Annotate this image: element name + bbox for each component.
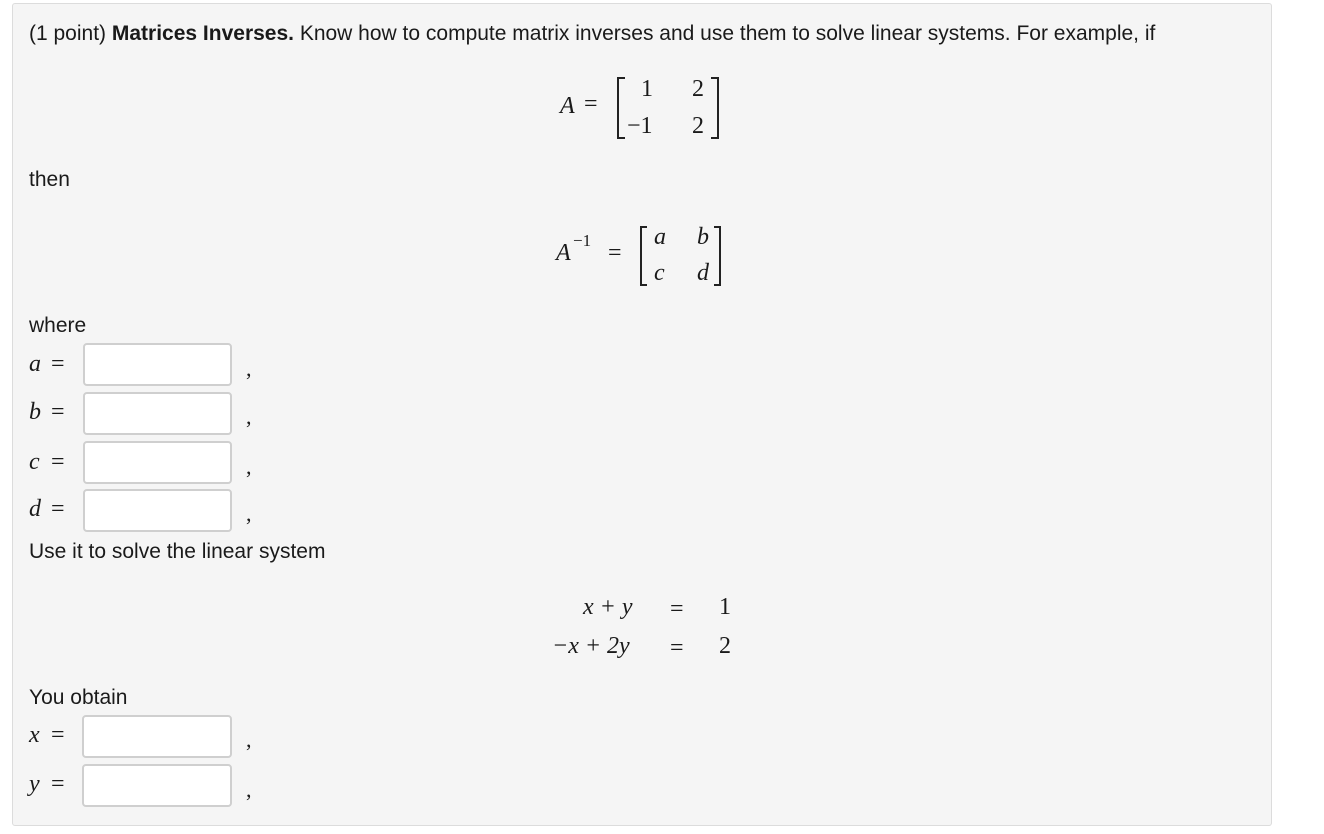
inverse-left-bracket (640, 226, 647, 286)
point-label: (1 point) (29, 22, 112, 45)
matrix-a-name: A (560, 93, 575, 119)
answer-a-input[interactable] (83, 343, 232, 386)
inverse-cell-b: b (697, 224, 709, 250)
answer-b-input[interactable] (83, 392, 232, 435)
system-row-1-eq: = (670, 596, 684, 622)
answer-x-input[interactable] (82, 715, 232, 758)
system-row-2-eq: = (670, 635, 684, 661)
var-a-equals: = (51, 351, 65, 377)
matrix-a-left-bracket (617, 77, 625, 139)
var-b-label: b (29, 399, 41, 425)
matrix-a-cell-11: 1 (641, 76, 653, 102)
problem-intro: Know how to compute matrix inverses and use them to solve linear systems. For example, if (293, 22, 1156, 45)
answer-y-input[interactable] (82, 764, 232, 807)
var-c-equals: = (51, 449, 65, 475)
system-row-2-lhs: −x + 2y (552, 633, 630, 659)
problem-statement (29, 22, 1155, 46)
where-label: where (29, 314, 87, 337)
var-c-label: c (29, 449, 40, 475)
system-label: Use it to solve the linear system (29, 540, 326, 563)
comma-b: , (246, 404, 252, 429)
comma-a: , (246, 356, 252, 381)
inverse-name: A (556, 240, 571, 266)
then-label: then (29, 168, 70, 191)
obtain-label: You obtain (29, 686, 128, 709)
answer-d-input[interactable] (83, 489, 232, 532)
var-x-equals: = (51, 722, 65, 748)
var-b-equals: = (51, 399, 65, 425)
var-d-equals: = (51, 496, 65, 522)
inverse-cell-c: c (654, 260, 665, 286)
var-d-label: d (29, 496, 41, 522)
inverse-cell-a: a (654, 224, 666, 250)
inverse-equals: = (608, 240, 622, 266)
inverse-superscript: −1 (573, 231, 592, 250)
answer-c-input[interactable] (83, 441, 232, 484)
comma-c: , (246, 454, 252, 479)
matrix-a-cell-21: −1 (627, 113, 653, 139)
matrix-a-cell-22: 2 (692, 113, 704, 139)
var-y-label: y (29, 771, 40, 797)
matrix-a-equals: = (584, 91, 598, 117)
inverse-right-bracket (714, 226, 721, 286)
matrix-a-right-bracket (711, 77, 719, 139)
system-row-1-rhs: 1 (719, 594, 731, 620)
var-y-equals: = (51, 771, 65, 797)
comma-y: , (246, 777, 252, 802)
system-row-1-lhs: x + y (583, 594, 633, 620)
matrix-a-cell-12: 2 (692, 76, 704, 102)
comma-x: , (246, 727, 252, 752)
problem-title: Matrices Inverses. (111, 22, 294, 45)
inverse-cell-d: d (697, 260, 709, 286)
var-a-label: a (29, 351, 41, 377)
system-row-2-rhs: 2 (719, 633, 731, 659)
comma-d: , (246, 501, 252, 526)
var-x-label: x (29, 722, 40, 748)
